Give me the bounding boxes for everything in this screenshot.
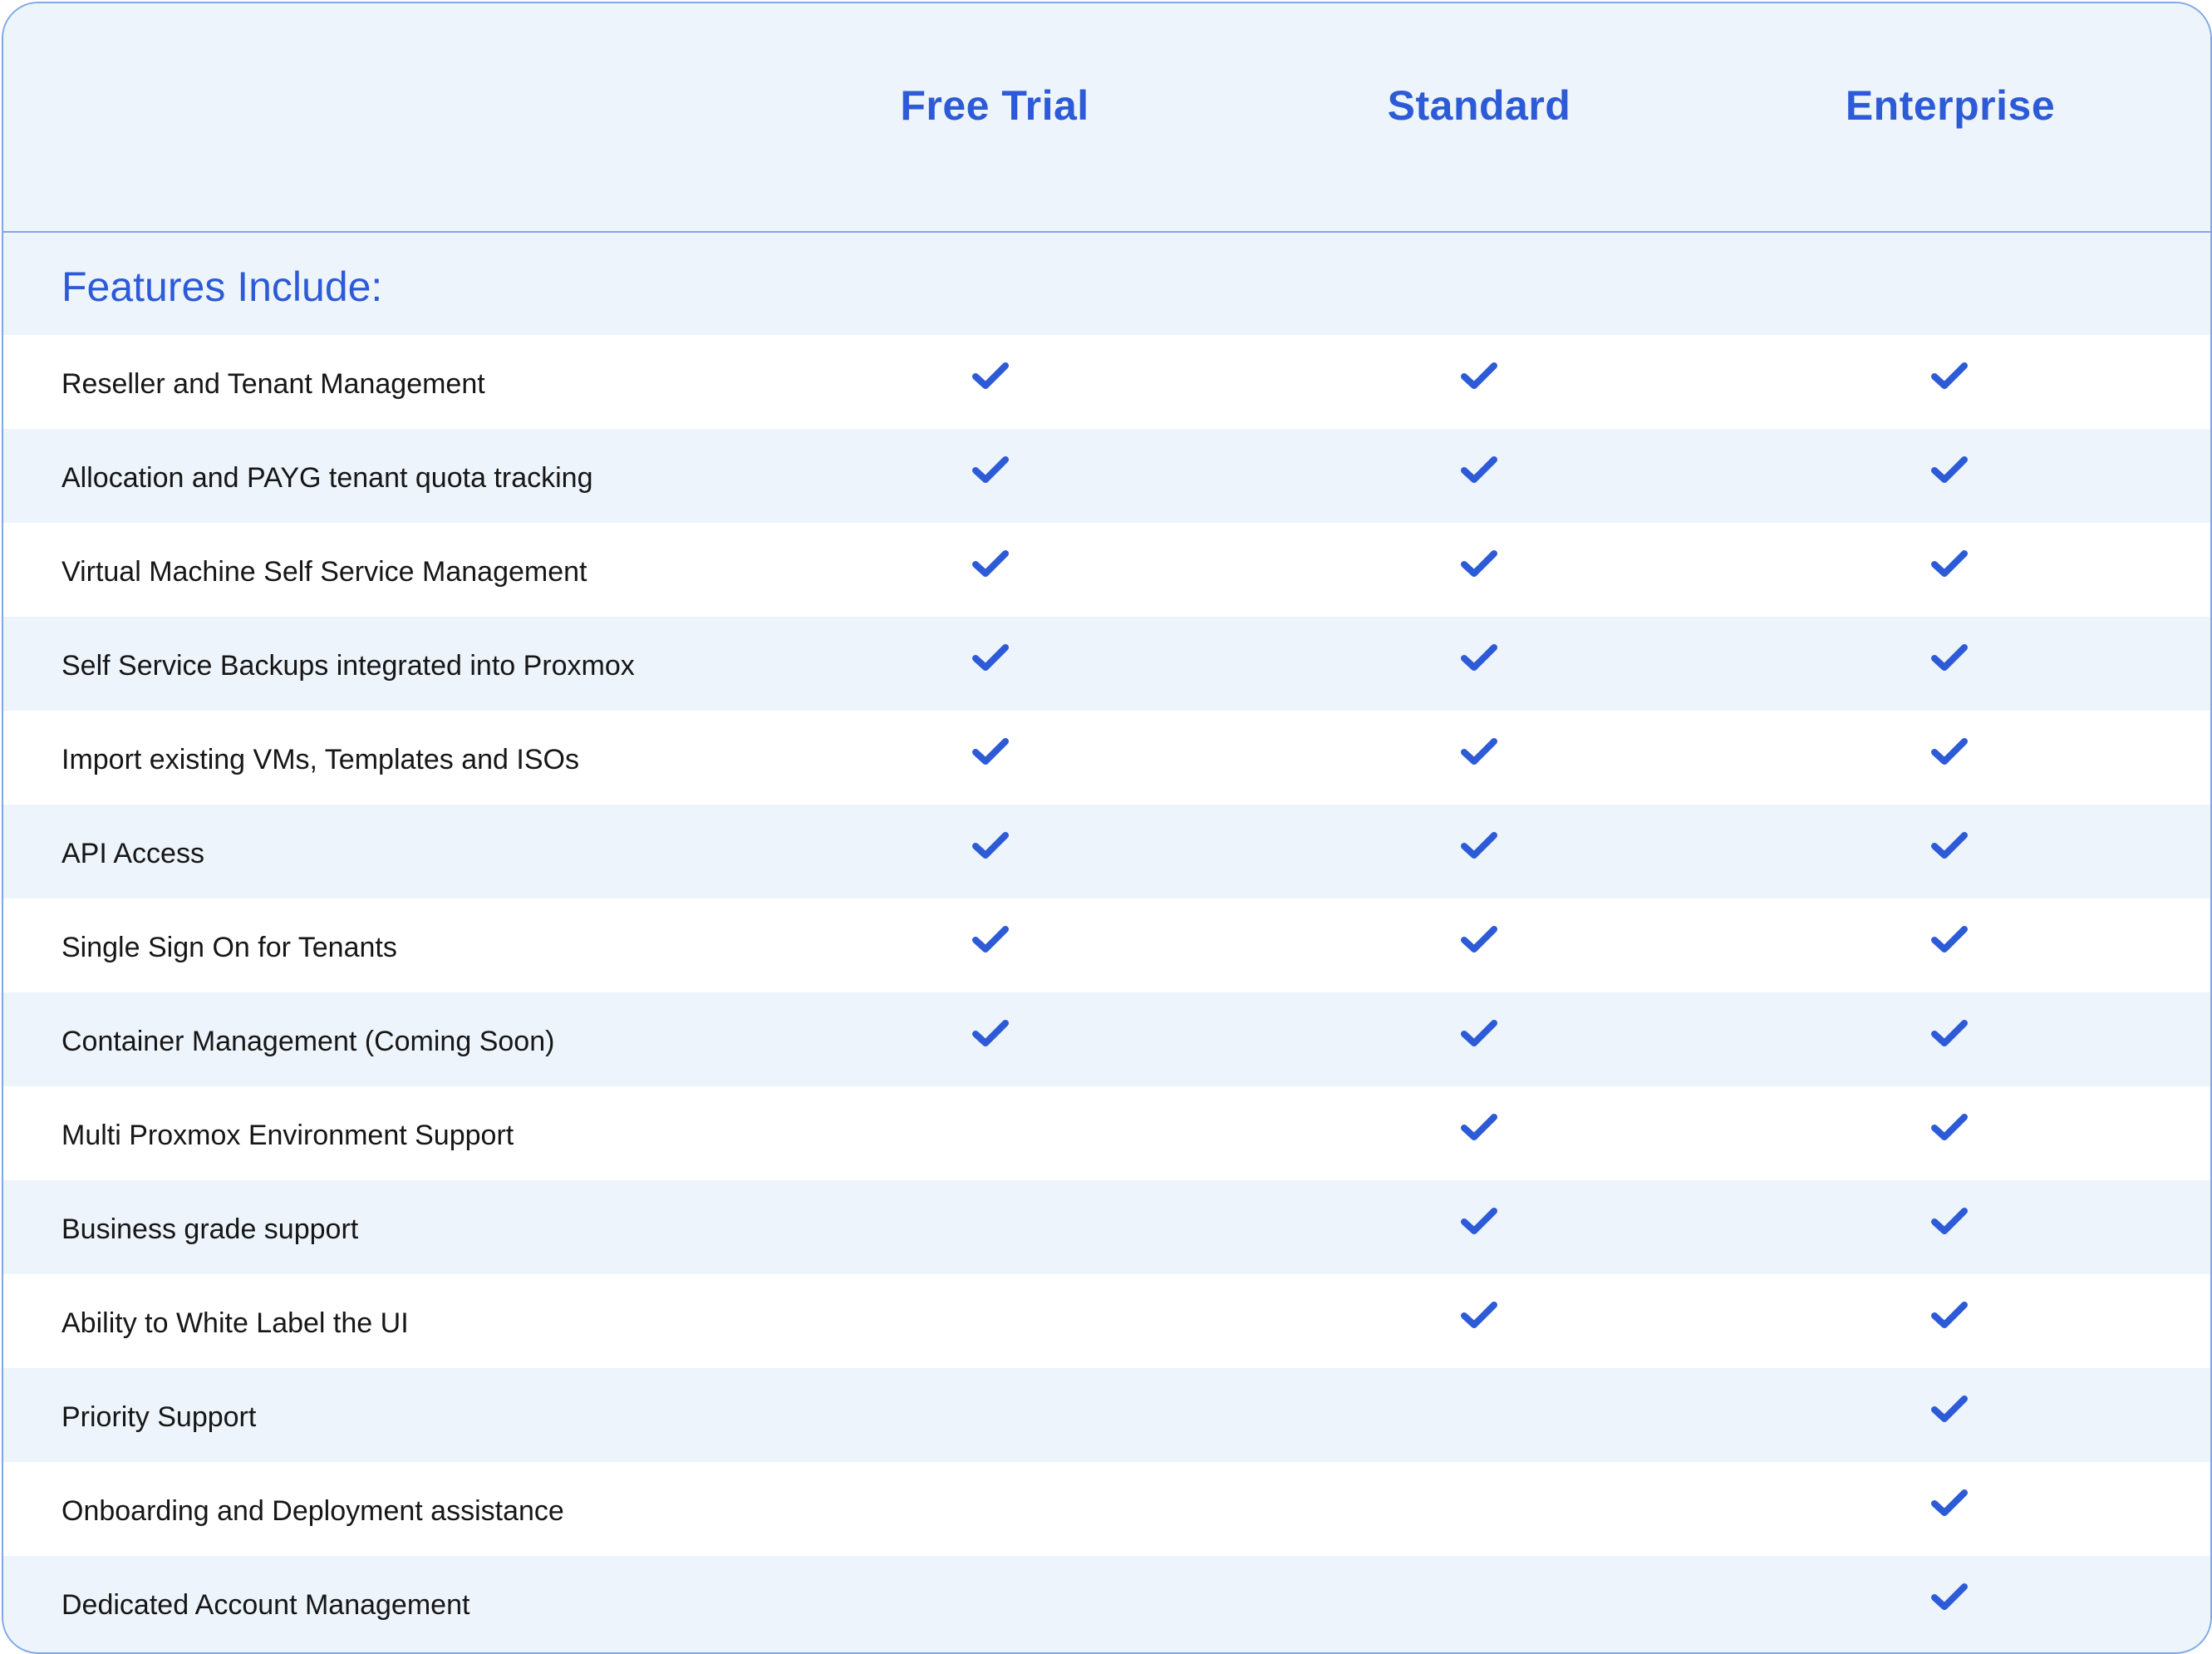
check-icon (971, 360, 1010, 393)
check-icon (971, 642, 1010, 675)
check-icon (1459, 1111, 1499, 1145)
feature-cell-free-trial (941, 1462, 1040, 1556)
feature-row (3, 1462, 2210, 1556)
check-icon (1929, 1487, 1969, 1520)
feature-cell-enterprise (1900, 1086, 1999, 1180)
feature-label: Onboarding and Deployment assistance (61, 1495, 564, 1527)
check-icon (1929, 1299, 1969, 1332)
feature-cell-standard (1429, 429, 1529, 523)
feature-cell-standard (1429, 1556, 1529, 1650)
feature-label: Single Sign On for Tenants (61, 932, 397, 963)
check-icon (1459, 1205, 1499, 1238)
feature-cell-enterprise (1900, 992, 1999, 1086)
feature-cell-enterprise (1900, 523, 1999, 617)
feature-cell-free-trial (941, 617, 1040, 711)
feature-cell-enterprise (1900, 335, 1999, 429)
check-icon (1459, 454, 1499, 487)
feature-row (3, 992, 2210, 1086)
feature-label: Allocation and PAYG tenant quota tracking (61, 462, 593, 494)
feature-cell-free-trial (941, 335, 1040, 429)
check-icon (1929, 1205, 1969, 1238)
plans-header (3, 3, 2210, 233)
feature-cell-enterprise (1900, 617, 1999, 711)
pricing-comparison-card (2, 2, 2212, 1654)
feature-label: Ability to White Label the UI (61, 1307, 409, 1339)
feature-label: Reseller and Tenant Management (61, 368, 485, 400)
check-icon (971, 829, 1010, 863)
feature-cell-enterprise (1900, 898, 1999, 992)
check-icon (1929, 1581, 1969, 1614)
feature-label: Business grade support (61, 1213, 359, 1245)
check-icon (1929, 829, 1969, 863)
check-icon (1929, 548, 1969, 581)
feature-label: Self Service Backups integrated into Proxmox (61, 650, 635, 682)
feature-cell-standard (1429, 1274, 1529, 1368)
features-section-title: Features Include: (61, 263, 383, 310)
feature-cell-enterprise (1900, 805, 1999, 898)
check-icon (1929, 454, 1969, 487)
feature-row (3, 335, 2210, 429)
feature-cell-enterprise (1900, 711, 1999, 805)
feature-cell-free-trial (941, 1180, 1040, 1274)
feature-row (3, 1368, 2210, 1462)
feature-cell-standard (1429, 805, 1529, 898)
feature-cell-enterprise (1900, 1368, 1999, 1462)
feature-cell-standard (1429, 335, 1529, 429)
feature-row (3, 523, 2210, 617)
feature-label: Import existing VMs, Templates and ISOs (61, 744, 579, 775)
check-icon (971, 923, 1010, 957)
features-table (3, 335, 2210, 1650)
check-icon (1929, 923, 1969, 957)
check-icon (1459, 642, 1499, 675)
feature-label: Priority Support (61, 1401, 257, 1433)
feature-row (3, 805, 2210, 898)
feature-row (3, 898, 2210, 992)
feature-cell-enterprise (1900, 1274, 1999, 1368)
feature-cell-standard (1429, 1180, 1529, 1274)
feature-cell-free-trial (941, 992, 1040, 1086)
check-icon (971, 454, 1010, 487)
feature-cell-standard (1429, 711, 1529, 805)
feature-cell-enterprise (1900, 1180, 1999, 1274)
check-icon (1459, 1017, 1499, 1051)
feature-cell-standard (1429, 523, 1529, 617)
plan-header-standard: Standard (1387, 82, 1571, 129)
check-icon (1929, 1017, 1969, 1051)
feature-cell-standard (1429, 1086, 1529, 1180)
feature-row (3, 617, 2210, 711)
feature-row (3, 1556, 2210, 1650)
feature-cell-enterprise (1900, 1556, 1999, 1650)
feature-label: Dedicated Account Management (61, 1589, 470, 1621)
feature-label: API Access (61, 838, 204, 869)
check-icon (1929, 1393, 1969, 1426)
check-icon (1929, 1111, 1969, 1145)
check-icon (971, 548, 1010, 581)
feature-cell-free-trial (941, 1556, 1040, 1650)
feature-cell-enterprise (1900, 1462, 1999, 1556)
feature-row (3, 1086, 2210, 1180)
feature-cell-free-trial (941, 429, 1040, 523)
check-icon (1459, 360, 1499, 393)
feature-row (3, 711, 2210, 805)
feature-label: Virtual Machine Self Service Management (61, 556, 587, 588)
feature-row (3, 429, 2210, 523)
check-icon (1459, 1299, 1499, 1332)
feature-cell-free-trial (941, 711, 1040, 805)
feature-cell-standard (1429, 1368, 1529, 1462)
check-icon (971, 1017, 1010, 1051)
feature-cell-free-trial (941, 1274, 1040, 1368)
feature-cell-enterprise (1900, 429, 1999, 523)
check-icon (1929, 642, 1969, 675)
check-icon (1929, 360, 1969, 393)
check-icon (1929, 736, 1969, 769)
feature-cell-standard (1429, 898, 1529, 992)
feature-cell-free-trial (941, 898, 1040, 992)
feature-cell-standard (1429, 617, 1529, 711)
feature-cell-standard (1429, 992, 1529, 1086)
plan-header-enterprise: Enterprise (1845, 82, 2056, 129)
feature-cell-free-trial (941, 805, 1040, 898)
feature-cell-standard (1429, 1462, 1529, 1556)
feature-cell-free-trial (941, 1368, 1040, 1462)
feature-label: Container Management (Coming Soon) (61, 1026, 555, 1057)
feature-cell-free-trial (941, 1086, 1040, 1180)
feature-label: Multi Proxmox Environment Support (61, 1120, 514, 1151)
feature-row (3, 1180, 2210, 1274)
check-icon (1459, 736, 1499, 769)
check-icon (1459, 548, 1499, 581)
feature-cell-free-trial (941, 523, 1040, 617)
check-icon (971, 736, 1010, 769)
check-icon (1459, 829, 1499, 863)
feature-row (3, 1274, 2210, 1368)
check-icon (1459, 923, 1499, 957)
plan-header-free-trial: Free Trial (900, 82, 1089, 129)
